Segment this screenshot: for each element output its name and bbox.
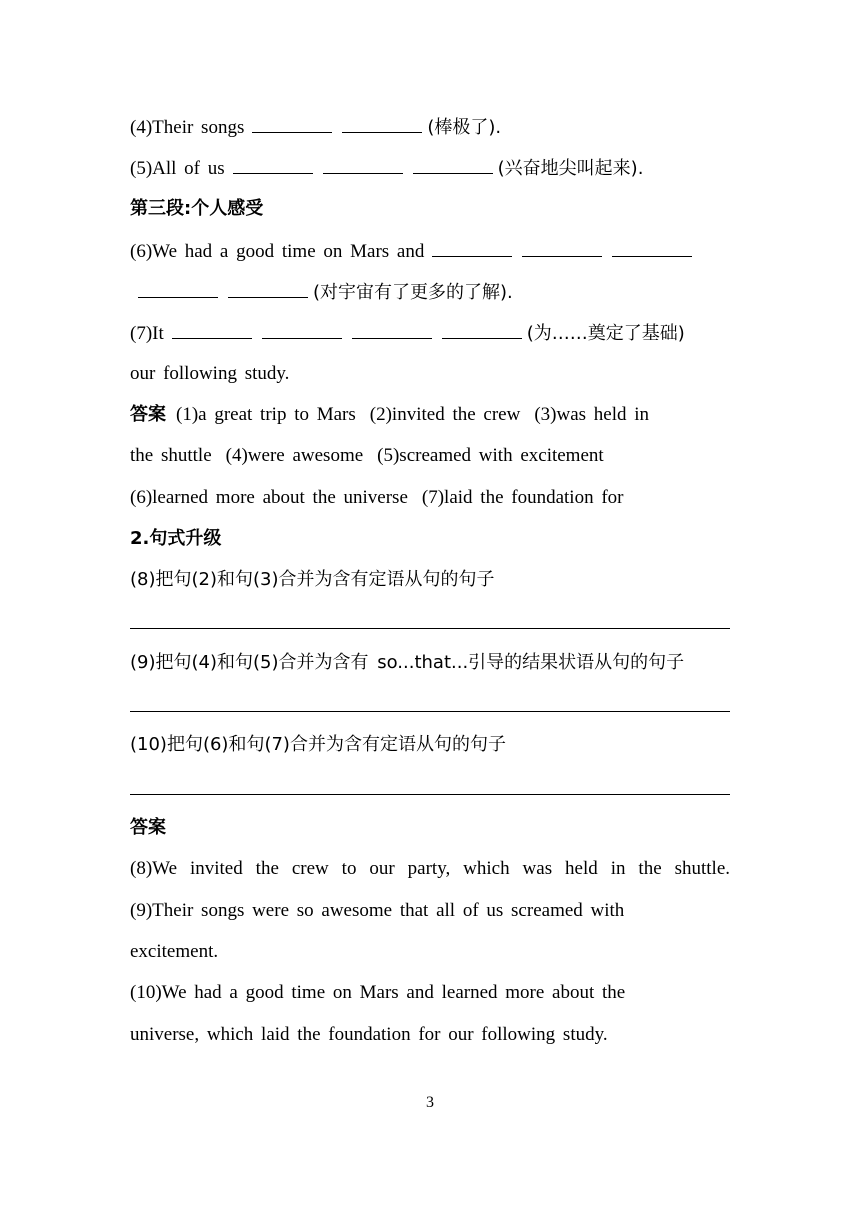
item-7 — [130, 320, 685, 346]
item-4 — [130, 114, 501, 140]
answer-blank[interactable] — [413, 155, 493, 174]
answer-blank[interactable] — [233, 155, 313, 174]
answer-3: (3)was held in — [534, 404, 650, 425]
item-6-continued — [130, 279, 513, 305]
answer-blank[interactable] — [172, 320, 252, 339]
answer-9-line-1: (9)Their songs were so awesome that all of us screamed with — [130, 900, 625, 921]
answer-blank[interactable] — [342, 114, 422, 133]
item-5-hint: (兴奋地尖叫起来). — [497, 158, 644, 179]
answer-blank[interactable] — [138, 279, 218, 298]
answer-line-9[interactable] — [130, 711, 730, 712]
answer-7: (7)laid the foundation for — [421, 487, 624, 508]
answer-line-10[interactable] — [130, 794, 730, 795]
section-2-heading: 2.句式升级 — [130, 528, 222, 549]
answer-9-line-2: excitement. — [130, 941, 219, 962]
answer-blank[interactable] — [252, 114, 332, 133]
answer-4: (4)were awesome — [225, 445, 364, 466]
answer-10-line-2: universe, which laid the foundation for our following study. — [130, 1024, 608, 1045]
item-6-text: (6)We had a good time on Mars and — [130, 241, 425, 262]
answers-2-label: 答案 — [130, 817, 166, 838]
answer-blank[interactable] — [352, 320, 432, 339]
answer-blank[interactable] — [442, 320, 522, 339]
answer-label: 答案 — [130, 404, 166, 425]
answer-blank[interactable] — [432, 238, 512, 257]
answers-1-line-2 — [130, 444, 604, 468]
answer-blank[interactable] — [228, 279, 308, 298]
answer-6: (6)learned more about the universe — [130, 487, 408, 508]
answer-1: (1)a great trip to Mars — [176, 404, 356, 425]
answer-blank[interactable] — [323, 155, 403, 174]
item-5-text: (5)All of us — [130, 158, 225, 179]
answer-blank[interactable] — [262, 320, 342, 339]
section-3-heading: 第三段:个人感受 — [130, 198, 264, 219]
item-5 — [130, 155, 643, 181]
answer-blank[interactable] — [612, 238, 692, 257]
item-7-continuation: our following study. — [130, 363, 290, 384]
item-7-hint: (为……奠定了基础) — [526, 323, 685, 344]
answers-1-line-3 — [130, 486, 623, 510]
item-10-prompt: (10)把句(6)和句(7)合并为含有定语从句的句子 — [130, 734, 506, 755]
answer-5: (5)screamed with excitement — [377, 445, 604, 466]
page-number: 3 — [426, 1094, 434, 1111]
answer-10-line-1: (10)We had a good time on Mars and learned more about the — [130, 982, 626, 1003]
item-4-text: (4)Their songs — [130, 117, 245, 138]
answer-blank[interactable] — [522, 238, 602, 257]
answer-8: (8)We invited the crew to our party, which was held in the shuttle. — [130, 858, 730, 879]
answers-1-line-1 — [130, 403, 649, 427]
answer-3-continued: the shuttle — [130, 445, 212, 466]
item-6 — [130, 238, 692, 264]
answer-2: (2)invited the crew — [369, 404, 521, 425]
item-4-hint: (棒极了). — [427, 117, 502, 138]
item-9-prompt: (9)把句(4)和句(5)合并为含有 so...that...引导的结果状语从句的句子 — [130, 652, 685, 673]
item-8-prompt: (8)把句(2)和句(3)合并为含有定语从句的句子 — [130, 569, 495, 590]
item-7-text: (7)It — [130, 323, 164, 344]
item-6-hint: (对宇宙有了更多的了解). — [313, 282, 513, 303]
answer-line-8[interactable] — [130, 628, 730, 629]
